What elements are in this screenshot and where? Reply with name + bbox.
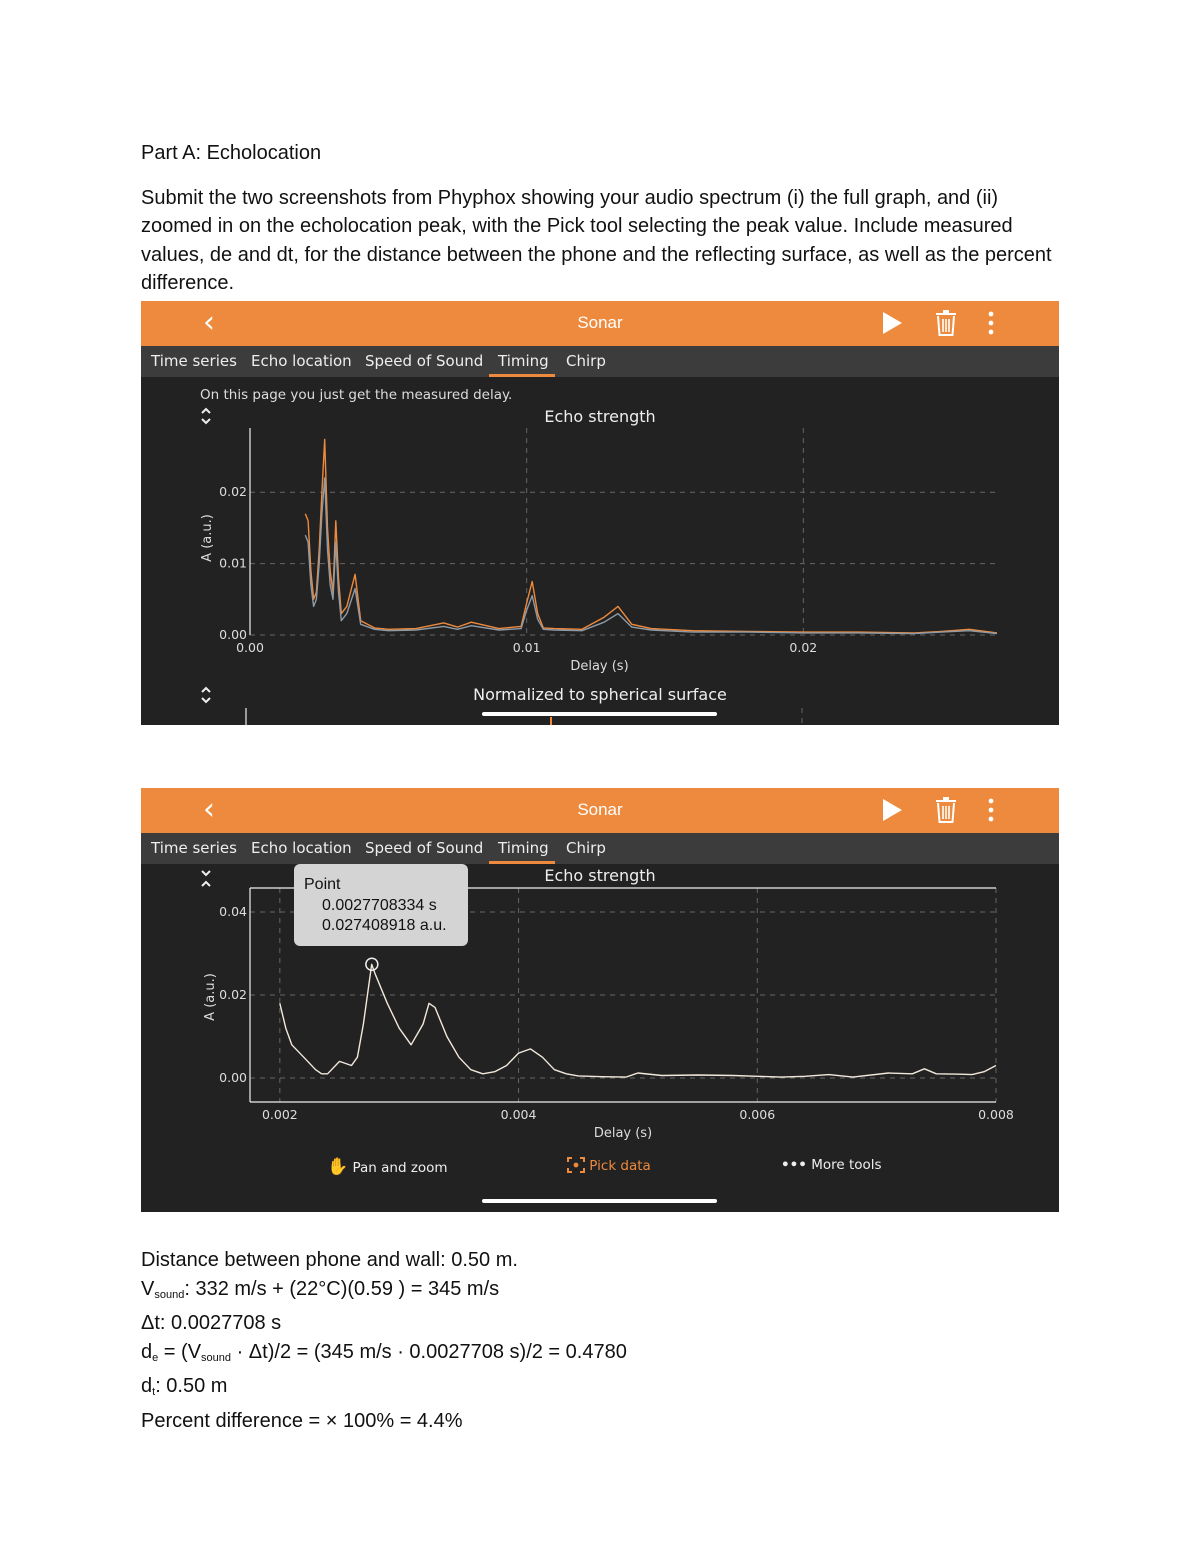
tab-speed-of-sound[interactable]: Speed of Sound: [365, 839, 484, 857]
pick-tooltip: [294, 864, 468, 946]
app-title: Sonar: [577, 800, 623, 819]
tab-chirp[interactable]: Chirp: [566, 839, 606, 857]
tab-timing[interactable]: Timing: [498, 839, 549, 857]
series-line-grey: [305, 478, 997, 634]
echo-strength-chart-full[interactable]: [141, 301, 1059, 725]
x-tick-label: 0.006: [739, 1107, 776, 1122]
app-title: Sonar: [577, 313, 623, 332]
pick-target-icon: [567, 1157, 585, 1173]
home-indicator: [482, 1199, 717, 1203]
chart-title: Echo strength: [544, 407, 656, 426]
pick-data-label: Pick data: [589, 1158, 651, 1174]
tab-chirp[interactable]: Chirp: [566, 352, 606, 370]
de-formula-start: = (V: [158, 1340, 202, 1363]
x-tick-label: 0.00: [236, 640, 264, 655]
de-formula-rest: · Δt)/2 = (345 m/s · 0.0027708 s)/2 = 0.4780: [231, 1340, 627, 1363]
echo-strength-chart-zoomed[interactable]: [141, 788, 1059, 1212]
chart-title: Echo strength: [544, 866, 656, 885]
dt-value: : 0.50 m: [155, 1375, 228, 1397]
dt-subscript: t: [152, 1386, 156, 1398]
distance-line: Distance between phone and wall: 0.50 m.: [141, 1249, 518, 1271]
de-symbol: d: [141, 1340, 153, 1363]
x-axis-label: Delay (s): [593, 1126, 653, 1141]
tab-echo-location[interactable]: Echo location: [251, 839, 352, 857]
calculations: [141, 1246, 627, 1435]
collapse-toggle-icon: [202, 409, 210, 423]
dt-line: [141, 1372, 627, 1407]
y-tick-label: 0.02: [219, 987, 247, 1002]
percent-difference-line: Percent difference = × 100% = 4.4%: [141, 1409, 463, 1432]
x-tick-label: 0.004: [500, 1107, 537, 1122]
y-tick-label: 0.00: [219, 627, 247, 642]
de-subscript: e: [152, 1351, 159, 1364]
tooltip-title: Point: [304, 876, 341, 893]
expand-toggle-icon: [202, 688, 210, 702]
normalized-chart-title: Normalized to spherical surface: [473, 685, 727, 704]
speed-of-sound-line: [141, 1275, 627, 1310]
v-value: : 332 m/s + (22°C)(0.59 ) = 345 m/s: [184, 1277, 500, 1300]
hand-icon: ✋: [327, 1157, 349, 1177]
page-hint: On this page you just get the measured delay.: [200, 387, 513, 403]
instructions-paragraph: Submit the two screenshots from Phyphox showing your audio spectrum (i) the full graph, and (ii) zoomed in on the echolocation peak, with the Pick tool selecting the peak value. Include measured values, de and dt, for the distance between the phone and the reflecting surface, as well as the percent difference.: [141, 187, 1052, 295]
more-tools-button[interactable]: [781, 1157, 882, 1173]
tab-timing[interactable]: Timing: [498, 352, 549, 370]
pan-zoom-label: Pan and zoom: [352, 1160, 448, 1176]
collapse-toggle-icon: [202, 871, 210, 886]
x-tick-label: 0.01: [512, 640, 541, 655]
tab-time-series[interactable]: Time series: [151, 352, 237, 370]
pick-data-tool[interactable]: [567, 1157, 651, 1174]
delta-t-line: Δt: 0.0027708 s: [141, 1312, 282, 1334]
dt-symbol: d: [141, 1375, 153, 1397]
y-axis-label: A (a.u.): [203, 973, 218, 1021]
de-line: [141, 1338, 627, 1373]
y-tick-label: 0.02: [219, 484, 247, 500]
pan-zoom-tool[interactable]: [327, 1157, 448, 1177]
x-tick-label: 0.008: [978, 1107, 1014, 1122]
x-tick-label: 0.02: [789, 640, 818, 655]
y-tick-label: 0.00: [219, 1069, 247, 1085]
screenshot-zoomed-peak: [141, 788, 1059, 1212]
part-a-heading: Part A: Echolocation: [141, 142, 322, 164]
tab-echo-location[interactable]: Echo location: [251, 352, 352, 370]
de-v-subscript: sound: [201, 1351, 232, 1364]
y-tick-label: 0.04: [219, 904, 247, 920]
back-icon[interactable]: ‹: [203, 305, 215, 340]
tab-speed-of-sound[interactable]: Speed of Sound: [365, 352, 484, 370]
x-axis-label: Delay (s): [570, 659, 629, 674]
v-symbol: V: [141, 1277, 155, 1300]
screenshot-full-graph: [141, 301, 1059, 725]
tab-time-series[interactable]: Time series: [151, 839, 237, 857]
ellipsis-icon: •••: [781, 1157, 807, 1173]
v-subscript: sound: [154, 1288, 185, 1301]
series-line-orange: [305, 439, 997, 633]
home-indicator: [482, 712, 717, 716]
back-icon[interactable]: ‹: [203, 792, 215, 827]
x-tick-label: 0.002: [261, 1107, 298, 1122]
tooltip-x-value: 0.0027708334 s: [322, 897, 437, 914]
y-axis-label: A (a.u.): [200, 514, 215, 562]
more-tools-label: More tools: [811, 1157, 882, 1173]
tooltip-y-value: 0.027408918 a.u.: [322, 917, 447, 934]
series-line-amplitude: [280, 964, 996, 1077]
y-tick-label: 0.01: [219, 555, 247, 571]
